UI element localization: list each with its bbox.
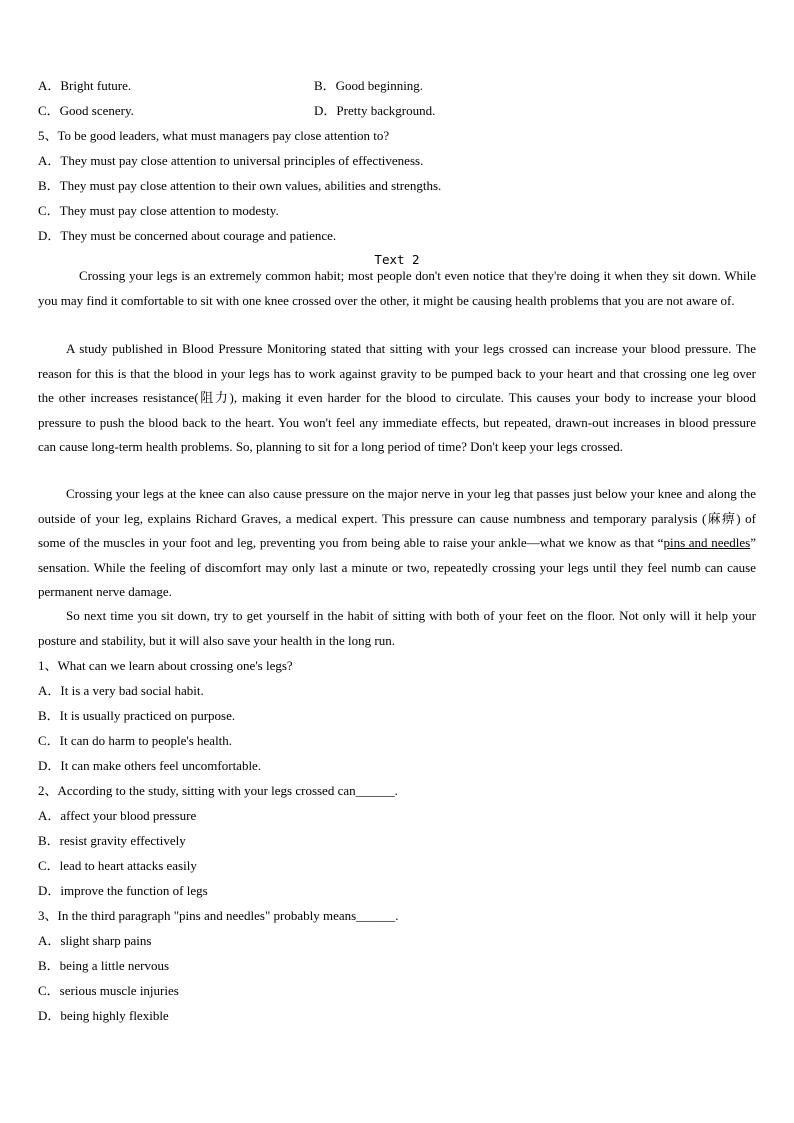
q5-option-a	[38, 153, 423, 169]
option-label: B．	[38, 708, 60, 723]
option-label: C．	[38, 203, 60, 218]
option-label: A．	[38, 808, 61, 823]
passage-paragraph-3	[38, 482, 756, 605]
option-text: Pretty background.	[336, 103, 436, 118]
passage-paragraph-2: A study published in Blood Pressure Monitoring stated that sitting with your legs crossed can increase your blood pressure. The reason for this is that the blood in your legs has to work against gravity to be pumped back to your heart and that crossing one leg over the other increases resistance(阻力), making it even harder for the blood to circulate. This causes your body to increase your blood pressure to push the blood back to the heart. You won't feel any immediate effects, but repeated, drawn-out increases in blood pressure can cause long-term health problems. So, planning to sit for a long period of time? Don't keep your legs crossed.	[38, 341, 756, 454]
option-text: It is a very bad social habit.	[60, 683, 204, 698]
question-number: 2、	[38, 783, 58, 798]
question-text: To be good leaders, what must managers pay close attention to?	[57, 128, 390, 143]
prev-option-d	[314, 103, 435, 119]
option-text: slight sharp pains	[60, 933, 152, 948]
option-label: B．	[38, 178, 60, 193]
q3-option-a	[38, 933, 151, 949]
q1-option-a	[38, 683, 204, 699]
underlined-phrase: pins and needles	[663, 535, 751, 550]
question-number: 3、	[38, 908, 58, 923]
passage-paragraph-4: So next time you sit down, try to get yourself in the habit of sitting with both of your feet on the floor. Not only will it help your posture and stability, but it will also save your health in the long run.	[38, 608, 756, 648]
prev-option-b	[314, 78, 423, 94]
option-label: B．	[314, 78, 336, 93]
q2-option-a	[38, 808, 196, 824]
option-text: They must be concerned about courage and patience.	[60, 228, 337, 243]
option-text: resist gravity effectively	[59, 833, 186, 848]
option-text: Good beginning.	[335, 78, 424, 93]
option-label: D．	[38, 883, 61, 898]
prev-option-a	[38, 78, 131, 94]
option-text: Good scenery.	[59, 103, 134, 118]
option-text: lead to heart attacks easily	[59, 858, 197, 873]
option-label: A．	[38, 78, 61, 93]
q5-option-c	[38, 203, 279, 219]
option-text: improve the function of legs	[60, 883, 208, 898]
option-label: D．	[38, 1008, 61, 1023]
question-5-stem	[38, 128, 389, 144]
paragraph-text: Crossing your legs at the knee can also cause pressure on the major nerve in your leg that passes just below your knee and along the outside of your leg, explains Richard Graves, a medical expert. This pressure can cause numbness and temporary paralysis (麻痹) of some of the muscles in your foot and leg, preventing you from being able to raise your ankle—what we know as that “	[38, 486, 756, 550]
option-label: A．	[38, 683, 61, 698]
question-2-stem	[38, 783, 398, 799]
question-number: 1、	[38, 658, 58, 673]
q3-option-c	[38, 983, 179, 999]
question-text: What can we learn about crossing one's legs?	[57, 658, 293, 673]
option-text: being a little nervous	[59, 958, 170, 973]
option-label: D．	[38, 228, 61, 243]
option-label: B．	[38, 833, 60, 848]
option-text: It is usually practiced on purpose.	[59, 708, 236, 723]
q1-option-d	[38, 758, 261, 774]
q2-option-d	[38, 883, 208, 899]
question-text: In the third paragraph "pins and needles" probably means______.	[57, 908, 399, 923]
option-label: A．	[38, 933, 61, 948]
option-label: D．	[38, 758, 61, 773]
question-number: 5、	[38, 128, 58, 143]
option-text: They must pay close attention to universal principles of effectiveness.	[60, 153, 424, 168]
option-text: It can make others feel uncomfortable.	[60, 758, 262, 773]
prev-option-c	[38, 103, 134, 119]
passage-paragraph-1: Crossing your legs is an extremely common habit; most people don't even notice that they're doing it when they sit down. While you may find it comfortable to sit with one knee crossed over the other, it might be causing health problems that you are not aware of.	[38, 268, 756, 308]
option-label: C．	[38, 103, 60, 118]
question-3-stem	[38, 908, 398, 924]
option-text: affect your blood pressure	[60, 808, 197, 823]
option-label: A．	[38, 153, 61, 168]
option-text: They must pay close attention to modesty.	[59, 203, 279, 218]
q5-option-b	[38, 178, 441, 194]
option-text: being highly flexible	[60, 1008, 169, 1023]
option-label: C．	[38, 733, 60, 748]
q2-option-c	[38, 858, 197, 874]
option-text: They must pay close attention to their own values, abilities and strengths.	[59, 178, 442, 193]
q3-option-d	[38, 1008, 169, 1024]
q3-option-b	[38, 958, 169, 974]
option-label: C．	[38, 983, 60, 998]
q1-option-b	[38, 708, 235, 724]
option-text: It can do harm to people's health.	[59, 733, 233, 748]
q1-option-c	[38, 733, 232, 749]
option-label: D．	[314, 103, 337, 118]
passage-title: Text 2	[374, 252, 420, 267]
paragraph-text: ” sensation. While the feeling of discomfort may only last a minute or two, repeatedly crossing your legs until they feel numb can cause permanent nerve damage.	[38, 535, 756, 599]
q2-option-b	[38, 833, 186, 849]
question-1-stem	[38, 658, 293, 674]
option-label: B．	[38, 958, 60, 973]
option-text: serious muscle injuries	[59, 983, 179, 998]
question-text: According to the study, sitting with your legs crossed can______.	[57, 783, 398, 798]
q5-option-d	[38, 228, 336, 244]
option-text: Bright future.	[60, 78, 132, 93]
option-label: C．	[38, 858, 60, 873]
